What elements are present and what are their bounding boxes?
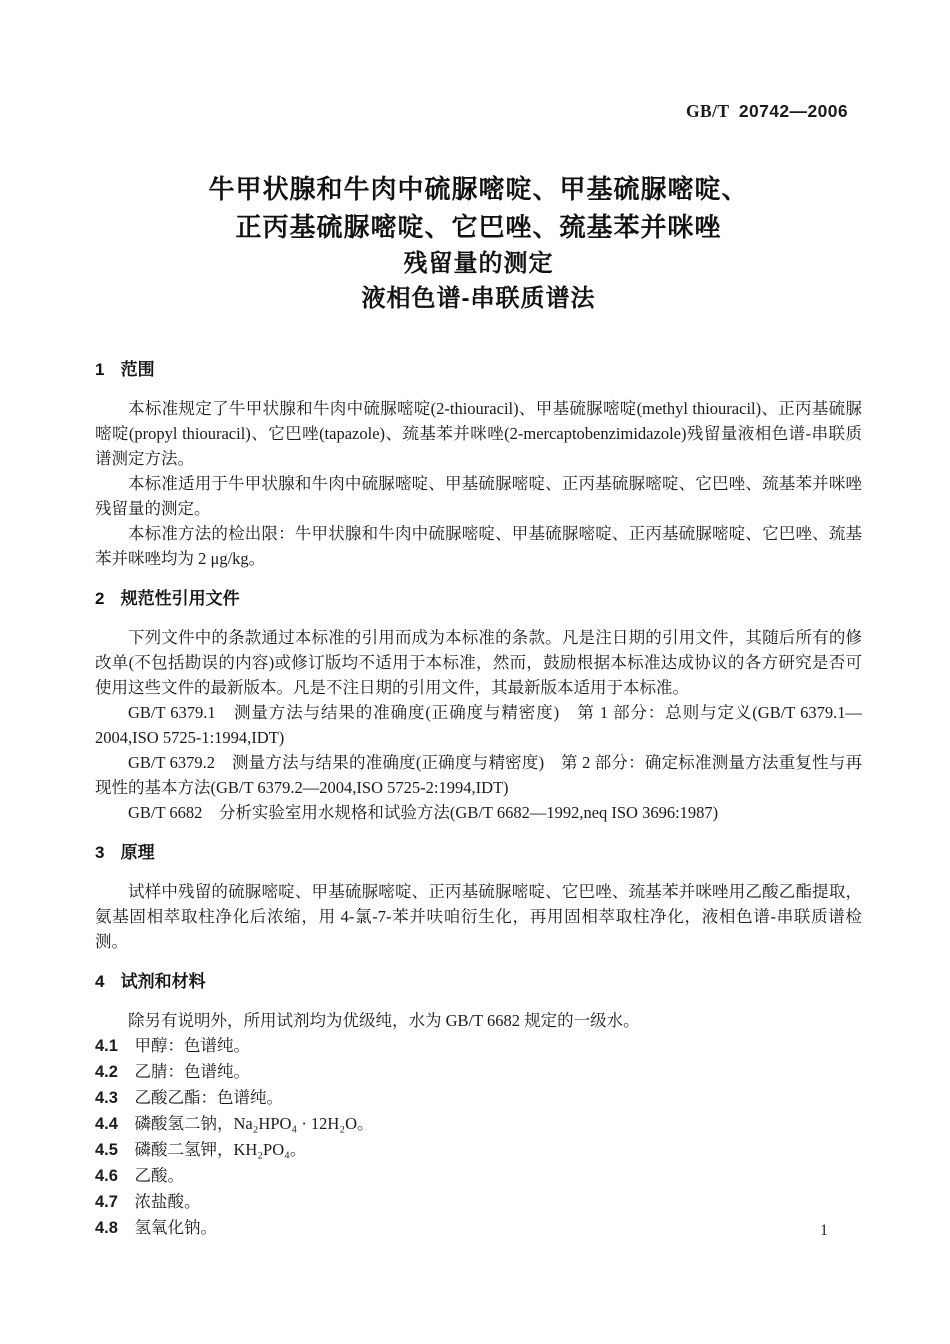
section-3-number: 3: [95, 843, 105, 862]
clause-item-4-6: [95, 1163, 862, 1189]
reagents-intro-paragraph: 除另有说明外，所用试剂均为优级纯，水为 GB/T 6682 规定的一级水。: [128, 1011, 640, 1030]
document-title: [95, 170, 862, 316]
section-2-title: 规范性引用文件: [120, 589, 240, 608]
section-3-title: 原理: [120, 843, 155, 862]
clause-text: 氢氧化钠。: [134, 1218, 217, 1237]
clause-item-4-8: [95, 1215, 862, 1241]
clause-item-4-7: [95, 1189, 862, 1215]
clause-number: 4.7: [95, 1193, 118, 1211]
section-1-heading: [95, 357, 862, 382]
section-4-number: 4: [95, 972, 105, 991]
doc-number: [95, 100, 862, 122]
clause-number: 4.6: [95, 1167, 118, 1185]
clause-text: 乙腈：色谱纯。: [134, 1062, 250, 1081]
scope-paragraph-3: 本标准方法的检出限：牛甲状腺和牛肉中硫脲嘧啶、甲基硫脲嘧啶、正丙基硫脲嘧啶、它巴唑、巯基苯并咪唑均为 2 μg/kg。: [95, 524, 862, 568]
clause-text: 乙酸。: [134, 1166, 184, 1185]
doc-number-prefix: GB/T: [686, 101, 730, 121]
clause-number: 4.2: [95, 1063, 118, 1081]
clause-text: 乙酸乙酯：色谱纯。: [134, 1088, 283, 1107]
section-2-heading: [95, 586, 862, 611]
clause-item-4-2: [95, 1059, 862, 1085]
section-principle: [95, 840, 862, 954]
reference-entry-2: GB/T 6379.2 测量方法与结果的准确度(正确度与精密度) 第 2 部分：确定标准测量方法重复性与再现性的基本方法(GB/T 6379.2—2004,ISO 5725-2:1994,IDT): [95, 753, 862, 797]
reference-entry-3: GB/T 6682 分析实验室用水规格和试验方法(GB/T 6682—1992,neq ISO 3696:1987): [128, 803, 719, 822]
scope-paragraph-2: 本标准适用于牛甲状腺和牛肉中硫脲嘧啶、甲基硫脲嘧啶、正丙基硫脲嘧啶、它巴唑、巯基苯并咪唑残留量的测定。: [95, 474, 862, 518]
title-line-2: 正丙基硫脲嘧啶、它巴唑、巯基苯并咪唑: [235, 212, 722, 242]
clause-text: 浓盐酸。: [134, 1192, 201, 1211]
page-number: 1: [820, 1222, 828, 1239]
clause-number: 4.3: [95, 1089, 118, 1107]
title-line-4: 液相色谱-串联质谱法: [361, 285, 596, 312]
section-scope: [95, 357, 862, 571]
title-line-3: 残留量的测定: [403, 250, 554, 277]
clause-item-4-3: [95, 1085, 862, 1111]
clause-item-4-1: [95, 1033, 862, 1059]
section-reagents-materials: [95, 969, 862, 1241]
section-1-title: 范围: [120, 360, 155, 379]
section-3-heading: [95, 840, 862, 865]
clause-text: 磷酸二氢钾，KH₂PO₄。: [134, 1140, 307, 1159]
principle-paragraph: 试样中残留的硫脲嘧啶、甲基硫脲嘧啶、正丙基硫脲嘧啶、它巴唑、巯基苯并咪唑用乙酸乙酯提取，氨基固相萃取柱净化后浓缩，用 4-氯-7-苯并呋咱衍生化，再用固相萃取柱净化，液相色谱-串联质谱检测。: [95, 882, 862, 951]
clause-item-4-4: [95, 1111, 862, 1137]
clause-number: 4.4: [95, 1115, 118, 1133]
clause-number: 4.5: [95, 1141, 118, 1159]
clause-number: 4.1: [95, 1037, 118, 1055]
section-4-title: 试剂和材料: [120, 972, 206, 991]
clause-text: 磷酸氢二钠，Na₂HPO₄ · 12H₂O。: [134, 1114, 374, 1133]
reference-entry-1: GB/T 6379.1 测量方法与结果的准确度(正确度与精密度) 第 1 部分：总则与定义(GB/T 6379.1—2004,ISO 5725-1:1994,IDT): [95, 703, 862, 747]
clause-item-4-5: [95, 1137, 862, 1163]
section-4-heading: [95, 969, 862, 994]
scope-paragraph-1: 本标准规定了牛甲状腺和牛肉中硫脲嘧啶(2-thiouracil)、甲基硫脲嘧啶(methyl thiouracil)、正丙基硫脲嘧啶(propyl thiouracil)、它巴唑(tapazole)、巯基苯并咪唑(2-mercaptobenzimidazole)残留量液相色谱-串联质谱测定方法。: [95, 399, 862, 468]
page-content: [95, 0, 862, 1241]
section-1-number: 1: [95, 360, 105, 379]
section-2-number: 2: [95, 589, 105, 608]
clause-text: 甲醇：色谱纯。: [134, 1036, 250, 1055]
references-intro-paragraph: 下列文件中的条款通过本标准的引用而成为本标准的条款。凡是注日期的引用文件，其随后所有的修改单(不包括勘误的内容)或修订版均不适用于本标准，然而，鼓励根据本标准达成协议的各方研究是否可使用这些文件的最新版本。凡是不注日期的引用文件，其最新版本适用于本标准。: [95, 628, 862, 697]
title-line-1: 牛甲状腺和牛肉中硫脲嘧啶、甲基硫脲嘧啶、: [208, 174, 749, 204]
doc-number-value: 20742—2006: [738, 101, 848, 121]
clause-number: 4.8: [95, 1219, 118, 1237]
section-normative-references: [95, 586, 862, 825]
